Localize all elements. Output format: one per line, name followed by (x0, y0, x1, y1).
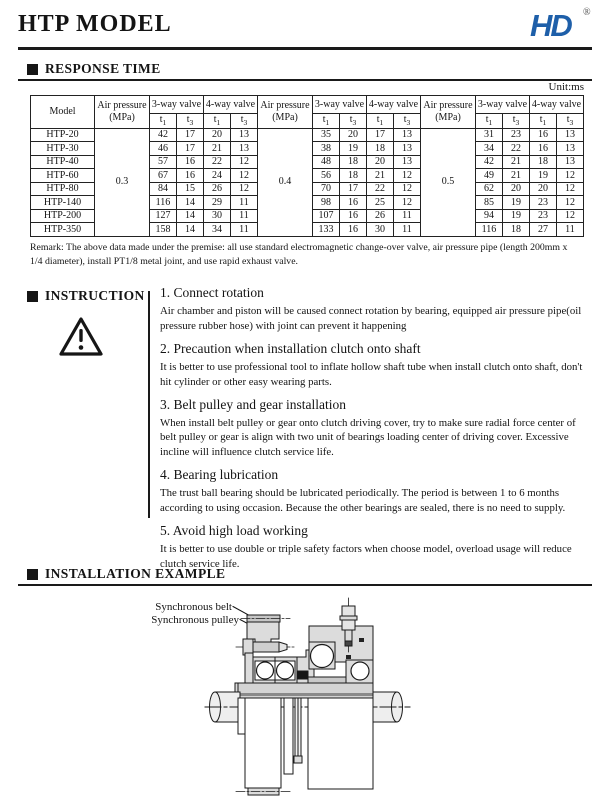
value-cell: 127 (150, 209, 177, 223)
value-cell: 21 (503, 169, 530, 183)
value-cell: 29 (204, 196, 231, 210)
value-cell: 16 (530, 128, 557, 142)
value-cell: 11 (231, 196, 258, 210)
value-cell: 21 (204, 142, 231, 156)
value-cell: 16 (177, 155, 204, 169)
hd-logo-icon (528, 4, 594, 46)
value-cell: 70 (313, 182, 340, 196)
value-cell: 14 (177, 209, 204, 223)
model-cell: HTP-200 (31, 209, 95, 223)
table-row (31, 128, 584, 142)
col-t3: $t_3$ (231, 114, 258, 129)
value-cell: 84 (150, 182, 177, 196)
value-cell: 26 (204, 182, 231, 196)
value-cell: 49 (476, 169, 503, 183)
pressure-cell: 0.4 (258, 128, 313, 236)
value-cell: 12 (557, 169, 584, 183)
value-cell: 46 (150, 142, 177, 156)
value-cell: 25 (367, 196, 394, 210)
model-cell: HTP-350 (31, 223, 95, 237)
value-cell: 16 (530, 142, 557, 156)
value-cell: 12 (557, 209, 584, 223)
value-cell: 18 (503, 223, 530, 237)
value-cell: 17 (340, 182, 367, 196)
value-cell: 14 (177, 223, 204, 237)
value-cell: 34 (204, 223, 231, 237)
value-cell: 30 (204, 209, 231, 223)
model-header: Model (31, 96, 95, 129)
value-cell: 11 (231, 209, 258, 223)
instruction-title: 4. Bearing lubrication (160, 467, 279, 483)
instruction-item (160, 467, 586, 516)
value-cell: 17 (367, 128, 394, 142)
value-cell: 23 (530, 209, 557, 223)
value-cell: 62 (476, 182, 503, 196)
value-cell: 12 (394, 196, 421, 210)
value-cell: 85 (476, 196, 503, 210)
center-bearing (309, 642, 335, 669)
col-t1: $t_1$ (367, 114, 394, 129)
valve3-header: 3-way valve (150, 96, 204, 114)
value-cell: 18 (340, 169, 367, 183)
value-cell: 116 (150, 196, 177, 210)
value-cell: 12 (557, 182, 584, 196)
instruction-body: When install belt pulley or gear onto clutch driving cover, try to make sure radial force center of belt pulley or gear is align with two unit of bearings loading center of driving cover. Excessive incline will influence clutch service life. (160, 416, 576, 459)
air-pressure-header: Air pressure (MPa) (95, 96, 150, 129)
air-pressure-header: Air pressure (MPa) (258, 96, 313, 129)
col-t1: $t_1$ (313, 114, 340, 129)
col-t3: $t_3$ (394, 114, 421, 129)
response-time-table (30, 95, 584, 237)
value-cell: 22 (503, 142, 530, 156)
value-cell: 12 (394, 182, 421, 196)
left-bearing-housing (245, 653, 297, 686)
value-cell: 21 (503, 155, 530, 169)
unit-label: Unit:ms (548, 81, 584, 93)
lower-assembly (236, 698, 373, 795)
instruction-body: The trust ball bearing should be lubricated periodically. The period is between 1 to 6 months according to using occasion. Because the other bearings are sealed, there is no need to supply. (160, 487, 566, 515)
value-cell: 14 (177, 196, 204, 210)
table-header-row (31, 96, 584, 114)
instruction-title: 2. Precaution when installation clutch onto shaft (160, 340, 421, 356)
col-t3: $t_3$ (340, 114, 367, 129)
value-cell: 35 (313, 128, 340, 142)
value-cell: 11 (394, 209, 421, 223)
valve4-header: 4-way valve (530, 96, 584, 114)
clutch-cross-section (148, 596, 488, 807)
value-cell: 56 (313, 169, 340, 183)
instruction-list (160, 285, 586, 579)
value-cell: 16 (177, 169, 204, 183)
header-rule (18, 47, 592, 50)
value-cell: 12 (557, 196, 584, 210)
section-square-icon (27, 569, 38, 580)
value-cell: 20 (340, 128, 367, 142)
instruction-body: It is better to use double or triple safety factors when choose model, overload usage will reduce clutch service life. (160, 543, 572, 570)
value-cell: 20 (204, 128, 231, 142)
value-cell: 19 (340, 142, 367, 156)
instruction-body: Air chamber and piston will be caused connect rotation by bearing, equipped air pressure pipe(oil pressure rubber hose) with joint can prevent it happening (160, 305, 582, 332)
value-cell: 20 (530, 182, 557, 196)
pressure-cell: 0.3 (95, 128, 150, 236)
valve3-header: 3-way valve (476, 96, 530, 114)
pulley-label: Synchronous pulley (151, 614, 239, 626)
model-cell: HTP-60 (31, 169, 95, 183)
value-cell: 21 (367, 169, 394, 183)
instruction-item (160, 523, 586, 572)
value-cell: 11 (557, 223, 584, 237)
model-cell: HTP-40 (31, 155, 95, 169)
model-cell: HTP-30 (31, 142, 95, 156)
value-cell: 13 (231, 128, 258, 142)
instruction-item (160, 285, 586, 334)
belt-label: Synchronous belt (155, 601, 232, 613)
col-t1: $t_1$ (204, 114, 231, 129)
clutch-hub (235, 683, 373, 698)
pressure-cell: 0.5 (421, 128, 476, 236)
value-cell: 48 (313, 155, 340, 169)
value-cell: 13 (557, 155, 584, 169)
model-cell: HTP-80 (31, 182, 95, 196)
col-t1: $t_1$ (476, 114, 503, 129)
page-title: HTP MODEL (18, 11, 172, 37)
value-cell: 16 (340, 223, 367, 237)
value-cell: 12 (394, 169, 421, 183)
value-cell: 11 (231, 223, 258, 237)
instruction-title: 1. Connect rotation (160, 285, 264, 300)
value-cell: 133 (313, 223, 340, 237)
registered-mark: ® (583, 7, 591, 18)
instruction-item (160, 341, 586, 390)
value-cell: 67 (150, 169, 177, 183)
value-cell: 18 (530, 155, 557, 169)
section-heading-label: INSTALLATION EXAMPLE (45, 566, 226, 581)
value-cell: 22 (204, 155, 231, 169)
value-cell: 22 (367, 182, 394, 196)
col-t1: $t_1$ (150, 114, 177, 129)
value-cell: 42 (150, 128, 177, 142)
section-heading-label: RESPONSE TIME (45, 61, 161, 76)
value-cell: 19 (503, 196, 530, 210)
instruction-body: It is better to use professional tool to inflate hollow shaft tube when install clutch onto shaft, don't hit cylinder or other easy wearing parts. (160, 360, 583, 388)
value-cell: 27 (530, 223, 557, 237)
value-cell: 20 (503, 182, 530, 196)
value-cell: 116 (476, 223, 503, 237)
value-cell: 107 (313, 209, 340, 223)
hd-logo-text: HD (530, 8, 571, 43)
value-cell: 17 (177, 128, 204, 142)
value-cell: 31 (476, 128, 503, 142)
value-cell: 57 (150, 155, 177, 169)
col-t1: $t_1$ (530, 114, 557, 129)
value-cell: 12 (231, 169, 258, 183)
table-remark: Remark: The above data made under the premise: all use standard electromagnetic change-over valve, air pressure pipe (length 200mm x 1/4 diameter), install PT1/8 metal joint, and use rapid exhaust valve. (30, 242, 568, 267)
value-cell: 26 (367, 209, 394, 223)
value-cell: 34 (476, 142, 503, 156)
air-pressure-header: Air pressure (MPa) (421, 96, 476, 129)
drawing-labels (151, 601, 256, 628)
value-cell: 20 (367, 155, 394, 169)
instruction-title: 3. Belt pulley and gear installation (160, 396, 346, 412)
value-cell: 13 (394, 142, 421, 156)
valve3-header: 3-way valve (313, 96, 367, 114)
instruction-title: 5. Avoid high load working (160, 523, 308, 539)
value-cell: 98 (313, 196, 340, 210)
col-t3: $t_3$ (177, 114, 204, 129)
value-cell: 16 (340, 209, 367, 223)
valve4-header: 4-way valve (204, 96, 258, 114)
section-square-icon (27, 291, 38, 302)
value-cell: 18 (340, 155, 367, 169)
value-cell: 12 (231, 155, 258, 169)
col-t3: $t_3$ (503, 114, 530, 129)
section-rule (18, 79, 592, 81)
value-cell: 13 (394, 155, 421, 169)
value-cell: 42 (476, 155, 503, 169)
model-cell: HTP-140 (31, 196, 95, 210)
installation-drawing (148, 596, 488, 807)
warning-triangle-icon (57, 315, 105, 364)
value-cell: 12 (231, 182, 258, 196)
value-cell: 23 (530, 196, 557, 210)
instruction-divider (148, 291, 150, 518)
section-rule (18, 584, 592, 586)
section-heading-instruction (27, 288, 145, 304)
brand-logo (528, 4, 594, 51)
section-heading-installation-example (27, 566, 225, 582)
section-heading-response-time (27, 61, 161, 77)
value-cell: 94 (476, 209, 503, 223)
value-cell: 11 (394, 223, 421, 237)
valve4-header: 4-way valve (367, 96, 421, 114)
value-cell: 23 (503, 128, 530, 142)
model-cell: HTP-20 (31, 128, 95, 142)
instruction-item (160, 397, 586, 461)
value-cell: 15 (177, 182, 204, 196)
value-cell: 16 (340, 196, 367, 210)
section-square-icon (27, 64, 38, 75)
value-cell: 19 (530, 169, 557, 183)
value-cell: 13 (394, 128, 421, 142)
right-bearing (346, 660, 373, 683)
value-cell: 18 (367, 142, 394, 156)
value-cell: 13 (557, 128, 584, 142)
col-t3: $t_3$ (557, 114, 584, 129)
value-cell: 13 (557, 142, 584, 156)
value-cell: 38 (313, 142, 340, 156)
value-cell: 13 (231, 142, 258, 156)
value-cell: 17 (177, 142, 204, 156)
value-cell: 158 (150, 223, 177, 237)
value-cell: 30 (367, 223, 394, 237)
value-cell: 24 (204, 169, 231, 183)
section-heading-label: INSTRUCTION (45, 288, 145, 303)
value-cell: 19 (503, 209, 530, 223)
